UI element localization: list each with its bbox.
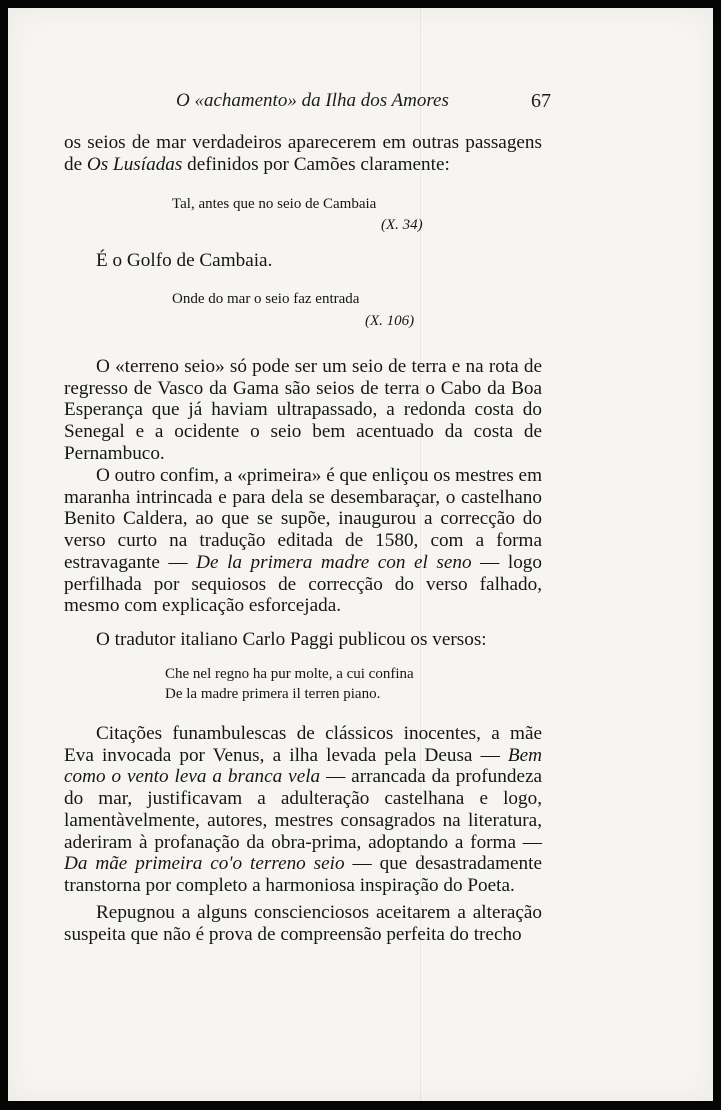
repugnou-text: Repugnou a alguns conscienciosos aceitarem a alteração suspeita que não é prova de compreensão perfeita do trecho <box>64 902 542 945</box>
citacoes-quote-2: Da mãe primeira co'o terreno seio <box>64 853 345 875</box>
quote-cambaia-ref: (X. 34) <box>381 217 423 233</box>
citacoes-text-b: — arrancada da profundeza do mar, justificavam a adulteração castelhana e logo, lamentàvelmente, autores, mestres consagrados na literatura, aderiram à profanação da obra-prima, adoptando a forma — <box>64 766 542 853</box>
running-title: O «achamento» da Ilha dos Amores <box>176 90 449 111</box>
quote-entrada-ref: (X. 106) <box>365 313 415 329</box>
confim-paragraph <box>64 465 542 617</box>
paggi-text: O tradutor italiano Carlo Paggi publicou os versos: <box>96 629 487 650</box>
intro-text-a: os seios de mar verdadeiros aparecerem em outras passagens de <box>64 132 542 175</box>
quote-entrada <box>172 289 492 309</box>
intro-text-b: definidos por Camões claramente: <box>182 153 450 175</box>
book-title: Os Lusíadas <box>86 153 183 175</box>
confim-quote: De la primera madre con el seno <box>196 551 472 573</box>
gulf-paragraph <box>64 250 542 272</box>
repugnou-paragraph <box>64 902 542 945</box>
quote-paggi-line-2: De la madre primera il terren piano. <box>165 686 381 702</box>
citacoes-quote-1: Bem como o vento leva a branca vela <box>64 744 542 788</box>
quote-paggi-line-1: Che nel regno ha pur molte, a cui confina <box>165 666 414 682</box>
page-number: 67 <box>531 90 551 112</box>
confim-text-a: O outro confim, a «primeira» é que enliçou os mestres em maranha intrincada e para dela se desembaraçar, o castelhano Benito Caldera, ao que se supõe, inaugurou a correcção do verso curto na tradução editada de 1580, com a forma estravagante — <box>64 465 542 573</box>
citacoes-text-c: — que desastradamente transtorna por completo a harmoniosa inspiração do Poeta. <box>64 853 542 896</box>
quote-cambaia-line: Tal, antes que no seio de Cambaia <box>172 196 377 212</box>
page-header <box>8 86 713 116</box>
quote-paggi <box>165 664 505 704</box>
quote-cambaia <box>172 194 492 214</box>
gulf-text: É o Golfo de Cambaia. <box>96 250 273 271</box>
quote-entrada-line: Onde do mar o seio faz entrada <box>172 291 360 307</box>
terreno-text: O «terreno seio» só pode ser um seio de terra e na rota de regresso de Vasco da Gama são seios de terra o Cabo da Boa Esperança que já haviam ultrapassado, a redonda costa do Senegal e a ocidente o seio bem acentuado da costa de Pernambuco. <box>64 356 542 464</box>
citacoes-paragraph <box>64 723 542 897</box>
citacoes-text-a: Citações funambulescas de clássicos inocentes, a mãe Eva invocada por Venus, a ilha levada pela Deusa — <box>64 723 542 766</box>
book-page <box>8 8 713 1101</box>
terreno-paragraph <box>64 356 542 465</box>
paggi-paragraph <box>64 629 542 651</box>
confim-text-b: — logo perfilhada por sequiosos de correcção do verso falhado, mesmo com explicação esforcejada. <box>64 551 542 617</box>
intro-paragraph <box>64 132 542 175</box>
